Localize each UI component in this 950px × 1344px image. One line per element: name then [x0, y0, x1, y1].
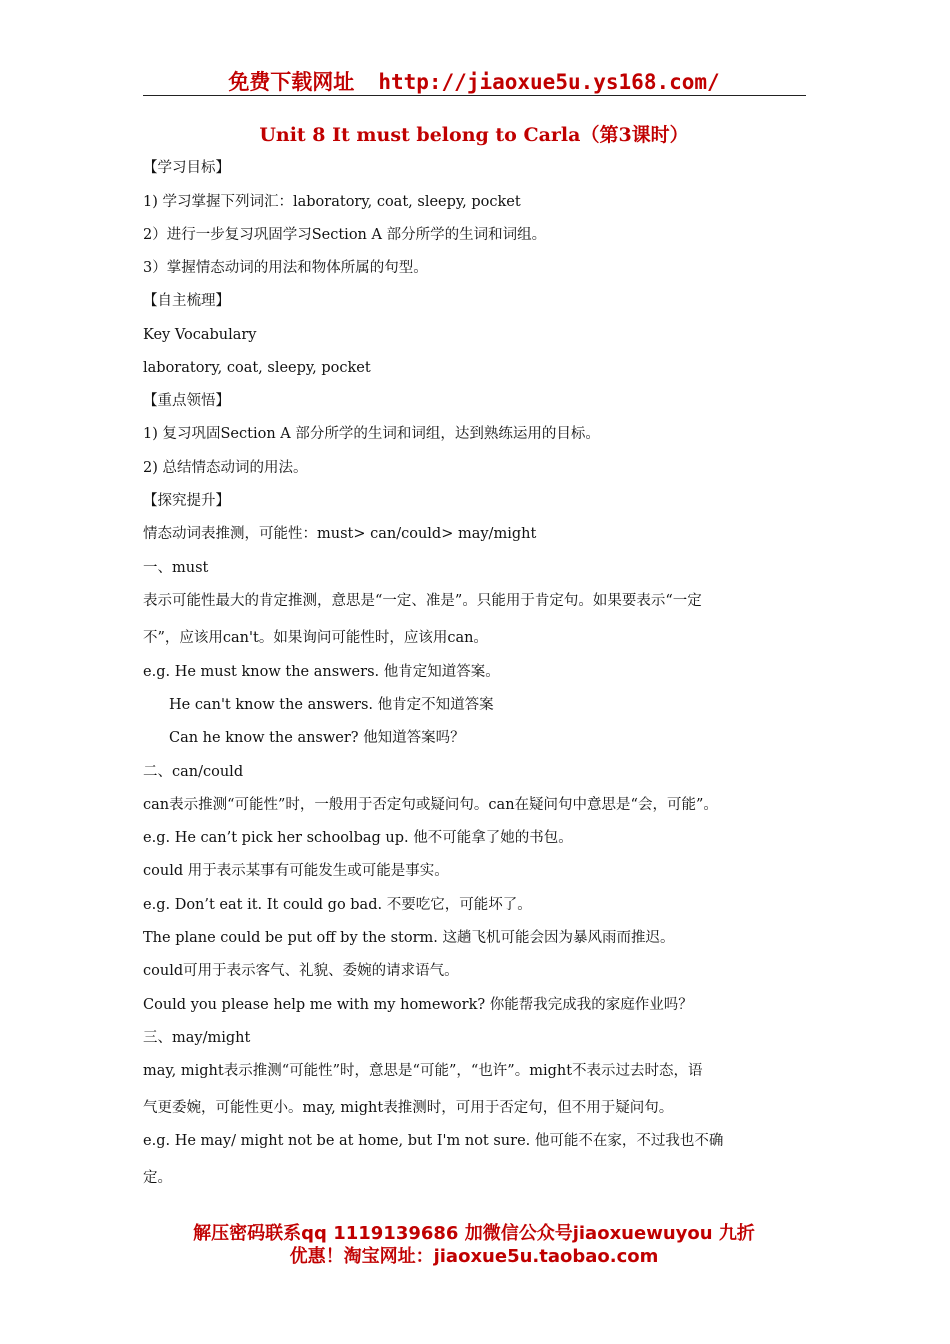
header-url-link[interactable]: http://jiaoxue5u.ys168.com/ [378, 70, 720, 94]
must-example-2: He can't know the answers. 他肯定不知道答案 [169, 697, 494, 713]
key-vocabulary-words: laboratory, coat, sleepy, pocket [143, 360, 371, 376]
must-example-3: Can he know the answer? 他知道答案吗？ [169, 730, 465, 746]
key-point-2: 2) 总结情态动词的用法。 [143, 460, 308, 476]
section-heading-objectives: 【学习目标】 [143, 160, 230, 176]
document-title: Unit 8 It must belong to Carla（第3课时） [259, 124, 689, 146]
objective-2: 2）进行一步复习巩固学习Section A 部分所学的生词和词组。 [143, 227, 547, 243]
must-example-1: e.g. He must know the answers. 他肯定知道答案。 [143, 664, 500, 680]
can-example: e.g. He can’t pick her schoolbag up. 他不可能拿了她的书包。 [143, 830, 573, 846]
must-explanation-line-2: 不”，应该用can't。如果询问可能性时，应该用can。 [143, 630, 488, 646]
section-heading-explore: 【探究提升】 [143, 493, 230, 509]
may-example-line-2: 定。 [143, 1170, 172, 1186]
section-heading-key-points: 【重点领悟】 [143, 393, 230, 409]
could-example-2: The plane could be put off by the storm. 这趟飞机可能会因为暴风雨而推迟。 [143, 930, 675, 946]
modal-verb-intro: 情态动词表推测，可能性：must> can/could> may/might [143, 526, 537, 542]
could-polite-example: Could you please help me with my homework? 你能帮我完成我的家庭作业吗？ [143, 997, 693, 1013]
header-label: 免费下载网址 [228, 70, 355, 94]
subheading-can-could: 二、can/could [143, 764, 244, 780]
could-example-1: e.g. Don’t eat it. It could go bad. 不要吃它，可能坏了。 [143, 897, 532, 913]
can-explanation: can表示推测“可能性”时，一般用于否定句或疑问句。can在疑问句中意思是“会，可能”。 [143, 797, 718, 813]
section-heading-self-study: 【自主梳理】 [143, 293, 230, 309]
could-explanation: could 用于表示某事有可能发生或可能是事实。 [143, 863, 449, 879]
subheading-may-might: 三、may/might [143, 1030, 251, 1046]
objective-1: 1) 学习掌握下列词汇：laboratory, coat, sleepy, pocket [143, 194, 521, 210]
could-polite-explanation: could可用于表示客气、礼貌、委婉的请求语气。 [143, 963, 459, 979]
objective-3: 3）掌握情态动词的用法和物体所属的句型。 [143, 260, 428, 276]
header-divider [143, 95, 806, 96]
key-vocabulary-label: Key Vocabulary [143, 327, 257, 343]
subheading-must: 一、must [143, 560, 209, 576]
key-point-1: 1) 复习巩固Section A 部分所学的生词和词组，达到熟练运用的目标。 [143, 426, 600, 442]
may-explanation-line-1: may, might表示推测“可能性”时，意思是“可能”，“也许”。might不表示过去时态，语 [143, 1063, 703, 1079]
must-explanation-line-1: 表示可能性最大的肯定推测，意思是“一定、准是”。只能用于肯定句。如果要表示“一定 [143, 593, 702, 609]
may-example-line-1: e.g. He may/ might not be at home, but I'm not sure. 他可能不在家，不过我也不确 [143, 1133, 724, 1149]
may-explanation-line-2: 气更委婉，可能性更小。may, might表推测时，可用于否定句，但不用于疑问句。 [143, 1100, 674, 1116]
footer-contact-line: 解压密码联系qq 1119139686 加微信公众号jiaoxuewuyou 九折 [193, 1223, 755, 1244]
page-header [143, 66, 805, 94]
footer-shop-line: 优惠！淘宝网址：jiaoxue5u.taobao.com [289, 1246, 659, 1267]
